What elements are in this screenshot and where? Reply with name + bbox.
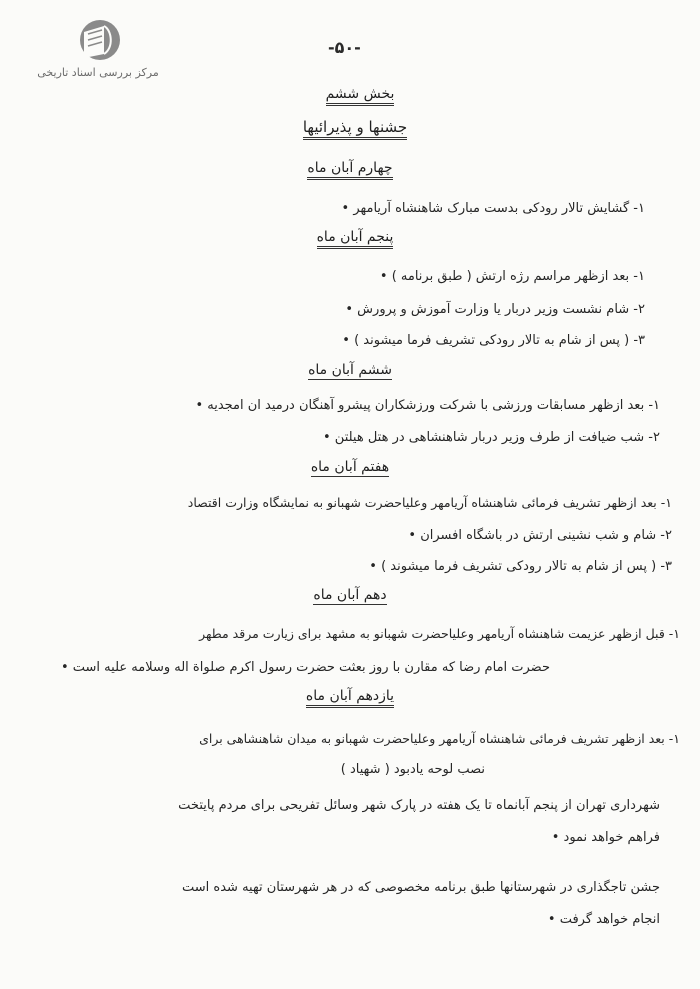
day-heading: یازدهم آبان ماه [265, 688, 435, 704]
list-item: ۳- ( پس از شام به تالار رودکی تشریف فرما میشوند ) • [369, 559, 672, 574]
list-item: ۳- ( پس از شام به تالار رودکی تشریف فرما میشوند ) • [342, 333, 645, 348]
day-heading: پنجم آبان ماه [280, 229, 430, 245]
archive-logo [28, 18, 168, 84]
list-item: ۱- بعد ازظهر تشریف فرمائی شاهنشاه آریامهر وعلیاحضرت شهبانو به نمایشگاه وزارت اقتصاد [187, 495, 672, 510]
paragraph-line: انجام خواهد گرفت • [547, 912, 660, 927]
archive-logo-icon [70, 18, 126, 64]
paragraph [40, 790, 660, 854]
day-heading: ششم آبان ماه [308, 362, 392, 378]
section-subtitle: جشنها و پذیرائیها [230, 118, 480, 136]
paragraph-line: فراهم خواهد نمود • [551, 830, 660, 845]
page-number: -۵۰- [328, 38, 361, 57]
day-heading: هفتم آبان ماه [310, 459, 390, 475]
list-item: ۱- بعد ازظهر مسابقات ورزشی با شرکت ورزشکاران پیشرو آهنگان درمید ان امجدیه • [195, 398, 660, 413]
day-heading: چهارم آبان ماه [270, 160, 430, 176]
paragraph [40, 872, 660, 936]
day-heading: دهم آبان ماه [313, 587, 387, 603]
list-item: ۲- شام و شب نشینی ارتش در باشگاه افسران • [408, 528, 672, 543]
list-item: ۲- شام نشست وزیر دربار یا وزارت آموزش و پرورش • [345, 302, 645, 317]
paragraph-line: شهرداری تهران از پنجم آبانماه تا یک هفته در پارک شهر وسائل تفریحی برای مردم پایتخت [178, 798, 660, 813]
list-item: ۱- بعد ازظهر تشریف فرمائی شاهنشاه آریامهر وعلیاحضرت شهبانو به میدان شاهنشاهی برای [199, 731, 680, 746]
paragraph-line: جشن تاجگذاری در شهرستانها طبق برنامه مخصوصی که در هر شهرستان تهیه شده است [182, 880, 660, 895]
list-item: ۱- قبل ازظهر عزیمت شاهنشاه آریامهر وعلیاحضرت شهبانو به مشهد برای زیارت مرقد مطهر [199, 626, 680, 641]
section-title: بخش ششم [300, 86, 420, 102]
list-item: ۲- شب ضیافت از طرف وزیر دربار شاهنشاهی در هتل هیلتن • [323, 430, 660, 445]
list-item: ۱- گشایش تالار رودکی بدست مبارک شاهنشاه آریامهر • [341, 201, 645, 216]
list-item-continuation: نصب لوحه یادبود ( شهیاد ) [340, 762, 485, 777]
archive-logo-text: مرکز بررسی اسناد تاریخی [37, 66, 159, 79]
list-item: ۱- بعد ازظهر مراسم رژه ارتش ( طبق برنامه ) • [379, 269, 645, 284]
list-item-continuation: حضرت امام رضا که مقارن با روز بعثت حضرت رسول اکرم صلواة اله وسلامه علیه است • [60, 660, 550, 675]
